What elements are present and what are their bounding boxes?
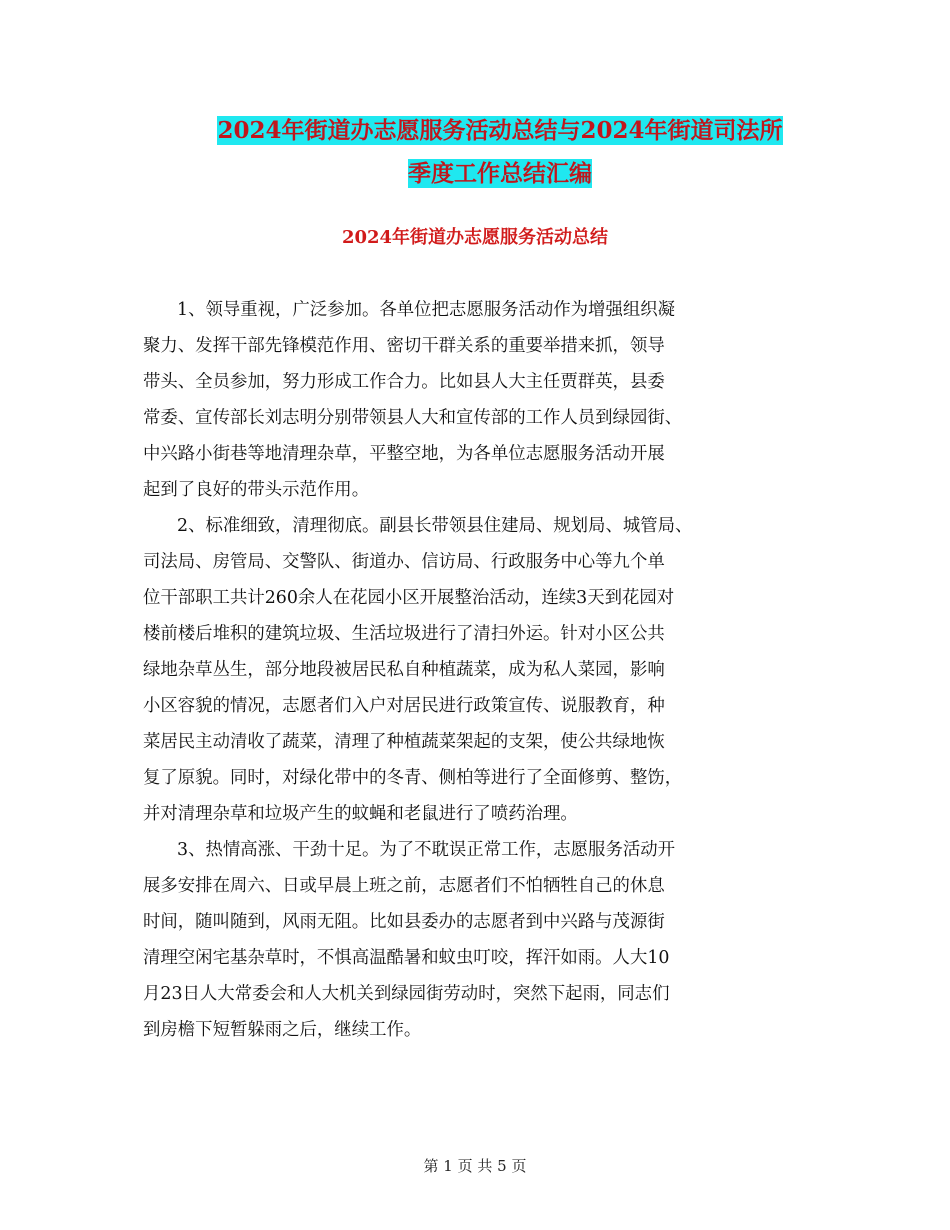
body-line: 复了原貌。同时，对绿化带中的冬青、侧柏等进行了全面修剪、整饬， (143, 768, 683, 788)
document-title-line-1 (100, 116, 900, 146)
body-line: 位干部职工共计260余人在花园小区开展整治活动，连续3天到花园对 (143, 588, 675, 608)
body-line: 司法局、房管局、交警队、街道办、信访局、行政服务中心等九个单 (143, 552, 665, 572)
body-line: 清理空闲宅基杂草时，不惧高温酷暑和蚊虫叮咬，挥汗如雨。人大10 (143, 948, 670, 968)
body-line: 菜居民主动清收了蔬菜，清理了种植蔬菜架起的支架，使公共绿地恢 (143, 732, 665, 752)
document-title-line-2-text: 季度工作总结汇编 (408, 160, 592, 187)
body-line: 小区容貌的情况，志愿者们入户对居民进行政策宣传、说服教育，种 (143, 696, 665, 716)
body-line: 月23日人大常委会和人大机关到绿园街劳动时，突然下起雨，同志们 (143, 984, 670, 1004)
body-line: 1、领导重视，广泛参加。各单位把志愿服务活动作为增强组织凝 (177, 300, 676, 320)
body-line: 楼前楼后堆积的建筑垃圾、生活垃圾进行了清扫外运。针对小区公共 (143, 624, 665, 644)
body-line: 聚力、发挥干部先锋模范作用、密切干群关系的重要举措来抓，领导 (143, 336, 665, 356)
page-footer: 第 1 页 共 5 页 (423, 1157, 527, 1175)
body-line: 起到了良好的带头示范作用。 (143, 480, 370, 500)
document-title-line-2 (100, 159, 900, 189)
body-line: 带头、全员参加，努力形成工作合力。比如县人大主任贾群英，县委 (143, 372, 665, 392)
body-line: 常委、宣传部长刘志明分别带领县人大和宣传部的工作人员到绿园街、 (143, 408, 683, 428)
body-line: 绿地杂草丛生，部分地段被居民私自种植蔬菜，成为私人菜园，影响 (143, 660, 665, 680)
section-heading: 2024年街道办志愿服务活动总结 (341, 227, 609, 248)
body-line: 3、热情高涨、干劲十足。为了不耽误正常工作，志愿服务活动开 (177, 840, 676, 860)
body-line: 并对清理杂草和垃圾产生的蚊蝇和老鼠进行了喷药治理。 (143, 804, 578, 824)
body-line: 2、标准细致，清理彻底。副县长带领县住建局、规划局、城管局、 (177, 516, 693, 536)
document-title-line-1-text: 2024年街道办志愿服务活动总结与2024年街道司法所 (217, 117, 783, 144)
body-line: 到房檐下短暂躲雨之后，继续工作。 (143, 1020, 422, 1040)
body-line: 中兴路小街巷等地清理杂草，平整空地，为各单位志愿服务活动开展 (143, 444, 665, 464)
body-line: 展多安排在周六、日或早晨上班之前，志愿者们不怕牺牲自己的休息 (143, 876, 665, 896)
body-line: 时间，随叫随到，风雨无阻。比如县委办的志愿者到中兴路与茂源街 (143, 912, 665, 932)
